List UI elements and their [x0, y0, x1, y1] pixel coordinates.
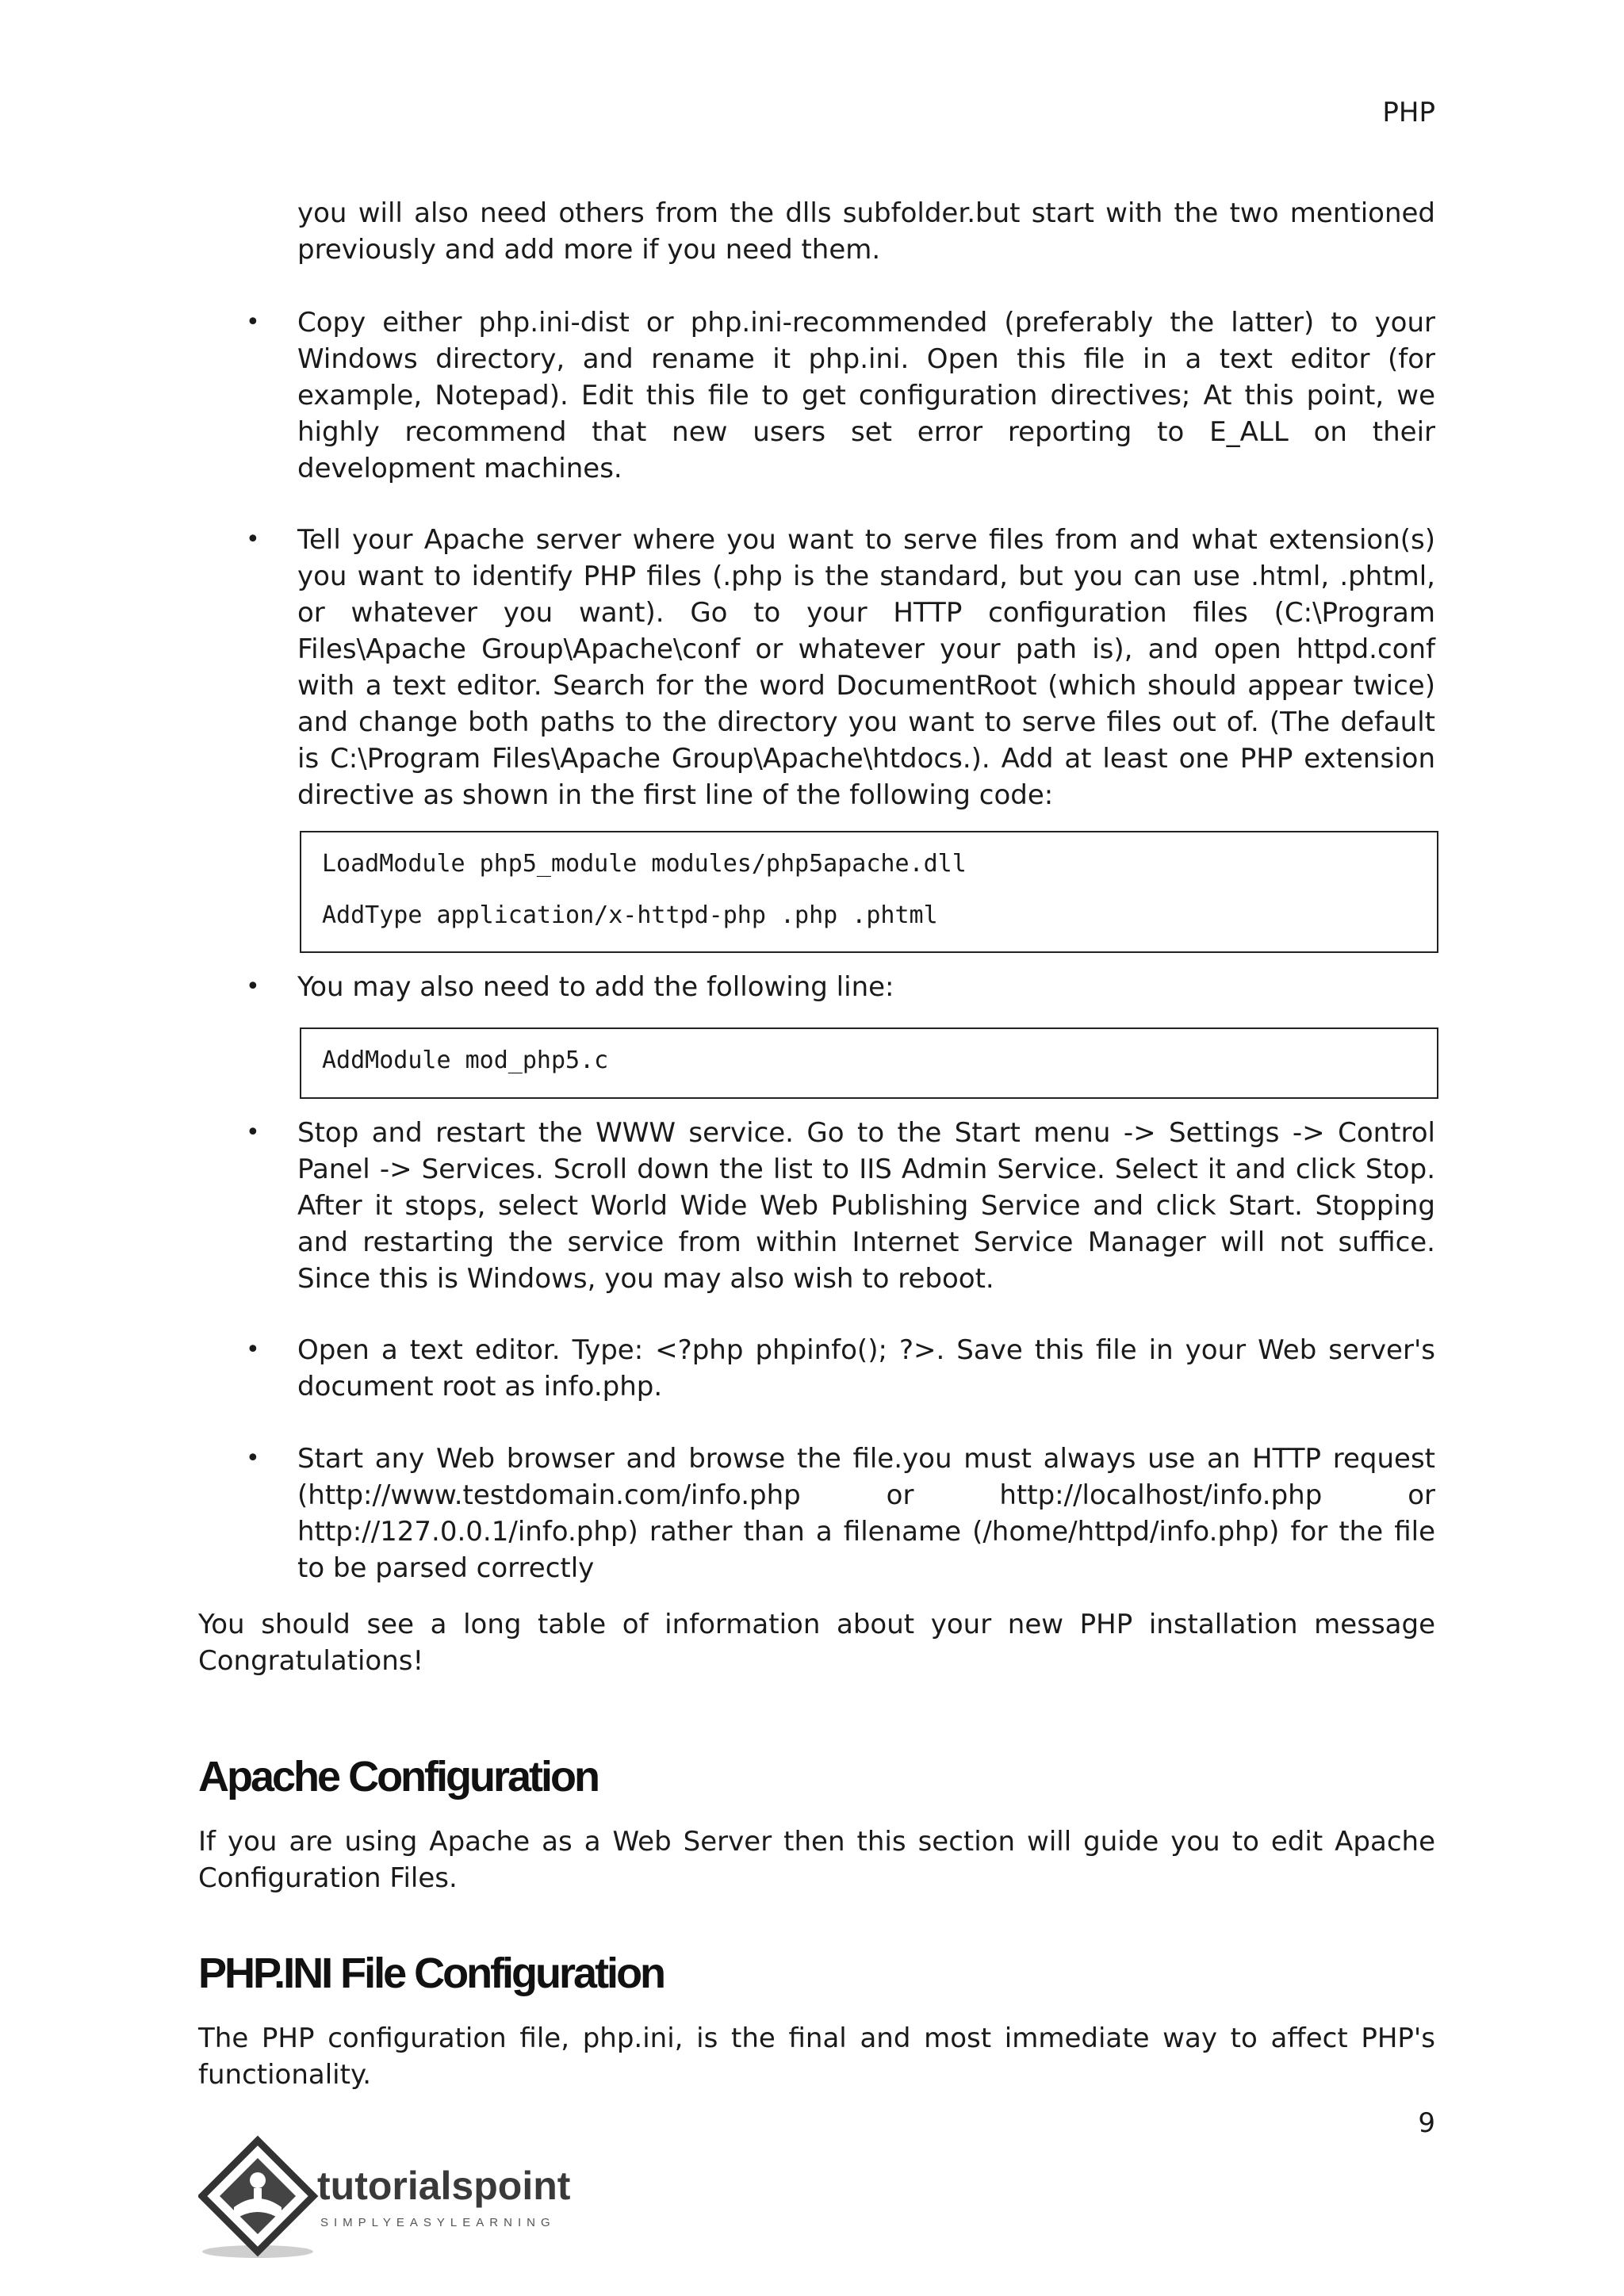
bullet-text-add-line: You may also need to add the following line: [297, 971, 894, 1003]
logo-wordmark: tutorialspoint [317, 2164, 571, 2208]
tutorialspoint-logo [198, 2134, 611, 2261]
bullet-marker: • [246, 526, 260, 553]
section-body-apache: If you are using Apache as a Web Server then this section will guide you to edit Apache Configuration Files. [198, 1826, 1435, 1894]
code-block-addmodule [300, 1027, 1438, 1099]
code-line: AddModule mod_php5.c [322, 1047, 609, 1074]
bullet-text-copy-ini: Copy either php.ini-dist or php.ini-recommended (preferably the latter) to your Windows directory, and rename it php.ini. Open this file in a text editor (for example, Notepad). Edit this file to get configuration directives; At this point, we highly recommend that new users set error reporting to E_ALL on their development machines. [297, 307, 1435, 484]
bullet-text-apache-server: Tell your Apache server where you want to serve files from and what extension(s) you want to identify PHP files (.php is the standard, but you can use .html, .phtml, or whatever you want). Go to your HTTP configuration files (C:\Program Files\Apache Group\Apache\conf or whatever your path is), and open httpd.conf with a text editor. Search for the word DocumentRoot (which should appear twice) and change both paths to the directory you want to serve files out of. (The default is C:\Program Files\Apache Group\Apache\htdocs.). Add at least one PHP extension directive as shown in the first line of the following code: [297, 524, 1435, 811]
section-heading-apache: Apache Configuration [198, 1753, 598, 1800]
bullet-marker: • [246, 1119, 260, 1146]
section-body-phpini: The PHP configuration file, php.ini, is the final and most immediate way to affect PHP's functionality. [198, 2022, 1435, 2091]
bullet-text-restart-www: Stop and restart the WWW service. Go to the Start menu -> Settings -> Control Panel -> Services. Scroll down the list to IIS Admin Service. Select it and click Stop. After it stops, select World Wide Web Publishing Service and click Start. Stopping and restarting the service from within Internet Service Manager will not suffice. Since this is Windows, you may also wish to reboot. [297, 1117, 1435, 1295]
person-head-icon [250, 2172, 266, 2188]
bullet-marker: • [246, 973, 260, 1001]
code-line: LoadModule php5_module modules/php5apache.dll [322, 850, 967, 878]
page-number: 9 [1418, 2107, 1435, 2139]
section-heading-phpini: PHP.INI File Configuration [198, 1950, 665, 1997]
intro-continuation: you will also need others from the dlls subfolder.but start with the two mentioned previously and add more if you need them. [297, 197, 1435, 266]
page-header-title: PHP [1382, 97, 1435, 128]
bullet-marker: • [246, 308, 260, 336]
logo-tagline: SIMPLYEASYLEARNING [320, 2216, 556, 2229]
person-body-icon [254, 2188, 262, 2206]
bullet-marker: • [246, 1336, 260, 1364]
bullet-marker: • [246, 1445, 260, 1472]
bullet-text-open-editor: Open a text editor. Type: <?php phpinfo(); ?>. Save this file in your Web server's document root as info.php. [297, 1334, 1435, 1402]
code-line: AddType application/x-httpd-php .php .phtml [322, 901, 938, 929]
closing-paragraph: You should see a long table of information about your new PHP installation message Congratulations! [198, 1609, 1435, 1677]
bullet-text-browse-file: Start any Web browser and browse the file.you must always use an HTTP request (http://www.testdomain.com/info.php or http://localhost/info.php or http://127.0.0.1/info.php) rather than a filename (/home/httpd/info.php) for the file to be parsed correctly [297, 1443, 1435, 1584]
code-block-loadmodule [300, 831, 1438, 953]
